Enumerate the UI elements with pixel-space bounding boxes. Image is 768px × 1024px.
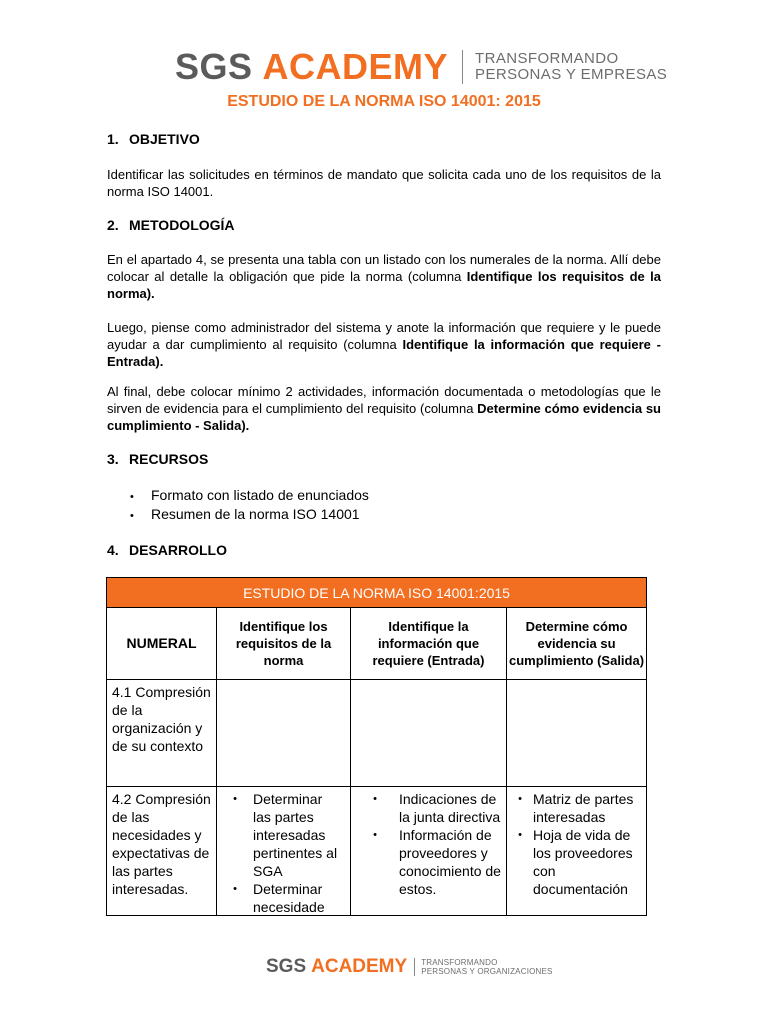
bullet-icon: • <box>130 491 134 503</box>
logo-divider <box>462 50 463 84</box>
header-salida: Determine cómo evidencia su cumplimiento (Salida) <box>507 608 647 680</box>
section-number: 4. <box>107 542 119 558</box>
paragraph-bold: Identifique los requisitos de la norma). <box>107 269 661 301</box>
paragraph-text: Luego, piense como administrador del sistema y anote la información que requiere y le puede ayudar a dar cumplimiento al requisito (columna <box>107 320 661 352</box>
list-item <box>351 790 504 826</box>
paragraph-text: En el apartado 4, se presenta una tabla con un listado con los numerales de la norma. Allí debe colocar al detalle la obligación que pide la norma (columna <box>107 252 661 284</box>
logo-academy-text: ACADEMY <box>311 956 408 977</box>
list-item-text: Determinar necesidade <box>253 881 325 915</box>
logo-divider <box>414 958 415 976</box>
cell-entrada <box>351 680 507 787</box>
header-numeral: NUMERAL <box>107 608 217 680</box>
bullet-icon: • <box>233 793 237 805</box>
list-item-text: Información de proveedores y conocimiento de estos. <box>399 827 501 897</box>
cell-entrada <box>351 787 507 916</box>
section-number: 2. <box>107 217 119 233</box>
study-table <box>106 577 647 916</box>
section-heading-metodologia <box>107 217 235 233</box>
list-item-text: Resumen de la norma ISO 14001 <box>151 506 360 522</box>
list-item-text: Hoja de vida de los proveedores con documentación <box>533 827 633 897</box>
metodologia-paragraph-1 <box>107 251 661 302</box>
bullet-icon: • <box>373 793 377 805</box>
section-title: RECURSOS <box>129 451 209 467</box>
header-requisitos: Identifique los requisitos de la norma <box>217 608 351 680</box>
cell-requisitos <box>217 787 351 916</box>
objetivo-paragraph: Identificar las solicitudes en términos de mandato que solicita cada uno de los requisitos de la norma ISO 14001. <box>107 167 661 199</box>
table-row <box>107 787 647 916</box>
cell-numeral <box>107 787 217 916</box>
metodologia-paragraph-3 <box>107 383 661 434</box>
cell-clip <box>351 787 506 915</box>
metodologia-paragraph-2 <box>107 319 661 370</box>
section-number: 3. <box>107 451 119 467</box>
header-logo <box>175 46 667 88</box>
logo-academy-text: ACADEMY <box>262 46 449 87</box>
list-item-text: Indicaciones de la junta directiva <box>399 791 501 825</box>
recursos-list <box>107 486 369 524</box>
bullet-icon: • <box>130 510 134 522</box>
paragraph-bold: Determine cómo evidencia su cumplimiento - Salida). <box>107 401 661 433</box>
logo-sgs-text: SGS <box>175 46 253 87</box>
logo-tagline-line1: TRANSFORMANDO <box>421 958 498 967</box>
bullet-icon: • <box>518 793 522 805</box>
section-title: OBJETIVO <box>129 131 200 147</box>
list-item <box>107 486 369 505</box>
list-item <box>351 826 504 898</box>
table-title-row <box>107 578 647 608</box>
logo-sgs-text: SGS <box>266 956 307 977</box>
cell-salida <box>507 787 647 916</box>
table-title: ESTUDIO DE LA NORMA ISO 14001:2015 <box>107 578 647 608</box>
bullet-icon: • <box>373 829 377 841</box>
paragraph-text: Al final, debe colocar mínimo 2 actividades, información documentada o metodologías que le sirven de evidencia para el cumplimiento del requisito (columna <box>107 384 661 416</box>
numeral-text: 4.1 Compresión de la organización y de su contexto <box>112 684 211 754</box>
list-item <box>507 790 644 826</box>
header-entrada: Identifique la información que requiere (Entrada) <box>351 608 507 680</box>
cell-salida <box>507 680 647 787</box>
section-heading-recursos <box>107 451 208 467</box>
footer-logo <box>266 955 553 979</box>
section-number: 1. <box>107 131 119 147</box>
logo-tagline-line2: PERSONAS Y ORGANIZACIONES <box>421 967 553 976</box>
table-row <box>107 680 647 787</box>
numeral-text: 4.2 Compresión de las necesidades y expectativas de las partes interesadas. <box>112 791 211 897</box>
list-item <box>217 790 348 880</box>
cell-clip <box>217 787 350 915</box>
entrada-list <box>351 787 506 898</box>
table-header-row <box>107 608 647 680</box>
list-item-text: Matriz de partes interesadas <box>533 791 634 825</box>
section-title: METODOLOGÍA <box>129 217 235 233</box>
cell-numeral <box>107 680 217 787</box>
list-item <box>507 826 644 898</box>
cell-requisitos <box>217 680 351 787</box>
logo-tagline <box>475 51 667 83</box>
paragraph-bold: Identifique la información que requiere - Entrada). <box>107 337 661 369</box>
bullet-icon: • <box>518 829 522 841</box>
requisitos-list <box>217 787 350 915</box>
section-heading-objetivo <box>107 131 200 147</box>
logo-tagline <box>421 958 552 976</box>
logo-tagline-line1: TRANSFORMANDO <box>475 50 619 67</box>
list-item-text: Formato con listado de enunciados <box>151 487 369 503</box>
cell-clip <box>507 787 646 915</box>
section-title: DESARROLLO <box>129 542 227 558</box>
logo-tagline-line2: PERSONAS Y EMPRESAS <box>475 66 668 83</box>
salida-list <box>507 787 646 898</box>
list-item <box>217 880 348 915</box>
section-heading-desarrollo <box>107 542 227 558</box>
list-item <box>107 505 369 524</box>
document-title: ESTUDIO DE LA NORMA ISO 14001: 2015 <box>227 93 541 110</box>
list-item-text: Determinar las partes interesadas pertinentes al SGA <box>253 791 338 879</box>
bullet-icon: • <box>233 883 237 895</box>
